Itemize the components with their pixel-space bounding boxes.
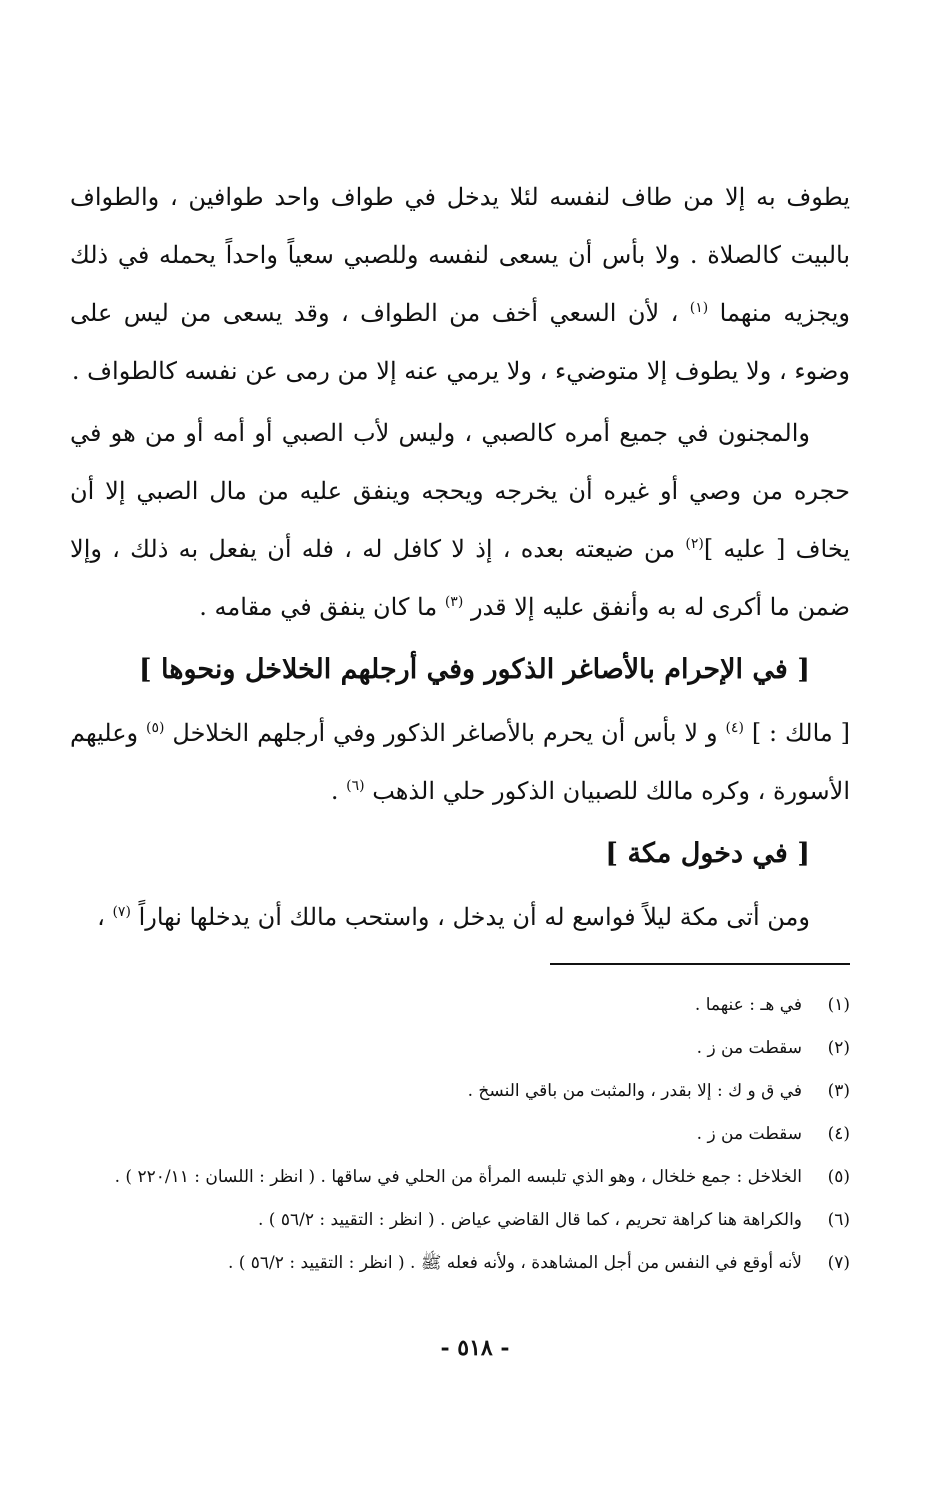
paragraph-4: ومن أتى مكة ليلاً فواسع له أن يدخل ، واستحب مالك أن يدخلها نهاراً $^{(٧)}$ ،	[97, 903, 810, 931]
footnote-3: (٣) في ق و ك : إلا بقدر ، والمثبت من باقي النسخ .	[467, 1081, 850, 1101]
footnote-6: (٦) والكراهة هنا كراهة تحريم ، كما قال القاضي عياض . ( انظر : التقييد : ٥٦/٢ ) .	[257, 1210, 850, 1230]
section-heading-mecca: [ في دخول مكة ]	[605, 838, 810, 869]
footnote-ref-1[interactable]: (١)	[689, 300, 709, 316]
main-text	[70, 168, 850, 946]
footnote-1: (١) في هـ : عنهما .	[694, 995, 850, 1015]
footnote-ref-3[interactable]: (٣)	[444, 594, 464, 610]
paragraph-2: والمجنون في جميع أمره كالصبي ، وليس لأب الصبي أو أمه أو من هو في حجره من وصي أو غيره أن يخرجه ويحجه وينفق عليه من مال الصبي إلا أن يخاف [ عليه ]$^{(٢)}$ من ضيعته بعده ، إذ لا كافل له ، فله أن يفعل به ذلك ، وإلا ضمن ما أكرى له به وأنفق عليه إلا قدر $^{(٣)}$ ما كان ينفق في مقامه .	[70, 419, 850, 621]
footnote-ref-6[interactable]: (٦)	[346, 778, 365, 794]
footnote-ref-2[interactable]: (٢)	[685, 536, 704, 552]
footnotes	[70, 984, 850, 1285]
footnote-5: (٥) الخلاخل : جمع خلخال ، وهو الذي تلبسه المرأة من الحلي في ساقها . ( انظر : اللسان : ٢٢٠/١١ ) .	[114, 1167, 850, 1187]
paragraph-3: [ مالك : ] $^{(٤)}$ و لا بأس أن يحرم بالأصاغر الذكور وفي أرجلهم الخلاخل $^{(٥)}$ وعليهم الأسورة ، وكره مالك للصبيان الذكور حلي الذهب $^{(٦)}$ .	[70, 719, 850, 805]
section-heading-ihram: [ في الإحرام بالأصاغر الذكور وفي أرجلهم الخلاخل ونحوها ]	[138, 654, 810, 685]
footnote-divider	[550, 963, 850, 965]
footnote-4: (٤) سقطت من ز .	[696, 1124, 850, 1144]
footnote-ref-7[interactable]: (٧)	[112, 904, 131, 920]
footnote-ref-5[interactable]: (٥)	[146, 720, 165, 736]
footnote-2: (٢) سقطت من ز .	[696, 1038, 850, 1058]
footnote-7: (٧) لأنه أوقع في النفس من أجل المشاهدة ، ولأنه فعله ﷺ . ( انظر : التقييد : ٥٦/٢ ) .	[227, 1253, 850, 1273]
footnote-ref-4[interactable]: (٤)	[725, 720, 744, 736]
page-number: - ٥١٨ -	[440, 1335, 510, 1361]
paragraph-1: يطوف به إلا من طاف لنفسه لئلا يدخل في طواف واحد طوافين ، والطواف بالبيت كالصلاة . ولا بأس أن يسعى لنفسه وللصبي سعياً واحداً يحمله في ذلك ويجزيه منهما $^{(١)}$ ، لأن السعي أخف من الطواف ، وقد يسعى من ليس على وضوء ، ولا يطوف إلا متوضيء ، ولا يرمي عنه إلا من رمى عن نفسه كالطواف .	[70, 183, 850, 385]
